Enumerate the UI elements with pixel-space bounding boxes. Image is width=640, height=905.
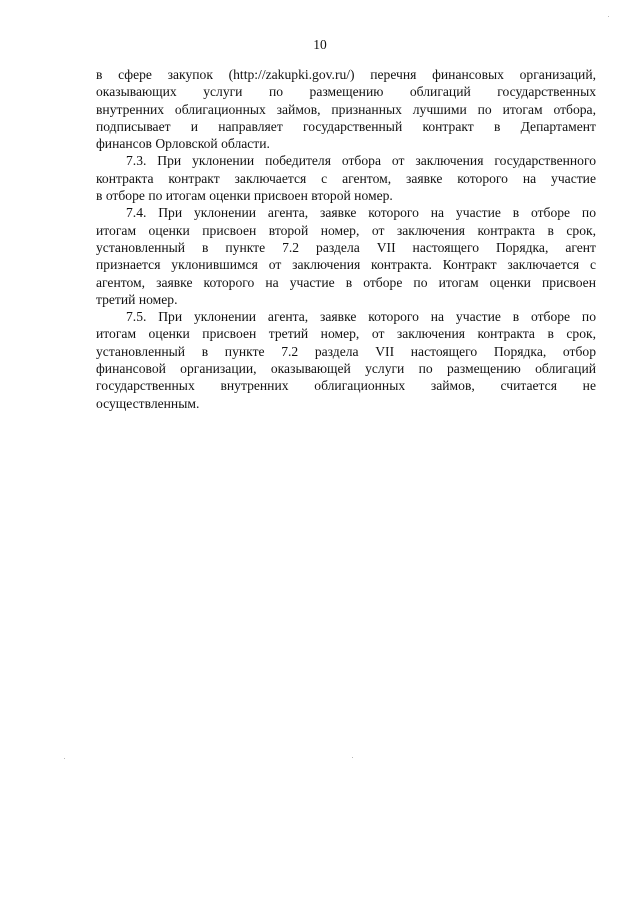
text-line: финансов Орловской области. bbox=[96, 136, 270, 152]
text-line: итогам оценки присвоен второй номер, от заключения контракта в срок, bbox=[96, 222, 596, 238]
text-line: финансовой организации, оказывающей услуги по размещению облигаций bbox=[96, 361, 596, 377]
scan-artifact-dot bbox=[608, 16, 609, 17]
text-line: государственных внутренних облигационных займов, считается не bbox=[96, 378, 596, 394]
document-body bbox=[96, 66, 596, 412]
text-line: третий номер. bbox=[96, 291, 178, 307]
paragraph-7-4 bbox=[96, 204, 596, 308]
text-line: подписывает и направляет государственный контракт в Департамент bbox=[96, 118, 596, 134]
paragraph-7-5 bbox=[96, 308, 596, 412]
text-line: контракта контракт заключается с агентом, заявке которого на участие bbox=[96, 170, 596, 186]
text-line: 7.3. При уклонении победителя отбора от заключения государственного bbox=[126, 153, 596, 169]
page-number: 10 bbox=[313, 37, 327, 52]
paragraph-7-3 bbox=[96, 152, 596, 204]
text-line: итогам оценки присвоен третий номер, от заключения контракта в срок, bbox=[96, 326, 596, 342]
paragraph-intro bbox=[96, 66, 596, 152]
text-line: в сфере закупок (http://zakupki.gov.ru/) перечня финансовых организаций, bbox=[96, 67, 596, 82]
text-line: 7.5. При уклонении агента, заявке которого на участие в отборе по bbox=[126, 309, 596, 325]
text-line: в отборе по итогам оценки присвоен второй номер. bbox=[96, 188, 393, 204]
text-line: установленный в пункте 7.2 раздела VII настоящего Порядка, отбор bbox=[96, 343, 596, 359]
scan-artifact-dot bbox=[352, 757, 353, 758]
text-line: внутренних облигационных займов, признанных лучшими по итогам отбора, bbox=[96, 101, 596, 117]
text-line: 7.4. При уклонении агента, заявке которого на участие в отборе по bbox=[126, 205, 596, 221]
text-line: признается уклонившимся от заключения контракта. Контракт заключается с bbox=[96, 257, 596, 273]
text-line: агентом, заявке которого на участие в отборе по итогам оценки присвоен bbox=[96, 274, 596, 290]
text-line: установленный в пункте 7.2 раздела VII настоящего Порядка, агент bbox=[96, 239, 596, 255]
text-line: осуществленным. bbox=[96, 395, 200, 411]
text-line: оказывающих услуги по размещению облигаций государственных bbox=[96, 84, 596, 100]
scan-artifact-dot bbox=[64, 758, 65, 759]
